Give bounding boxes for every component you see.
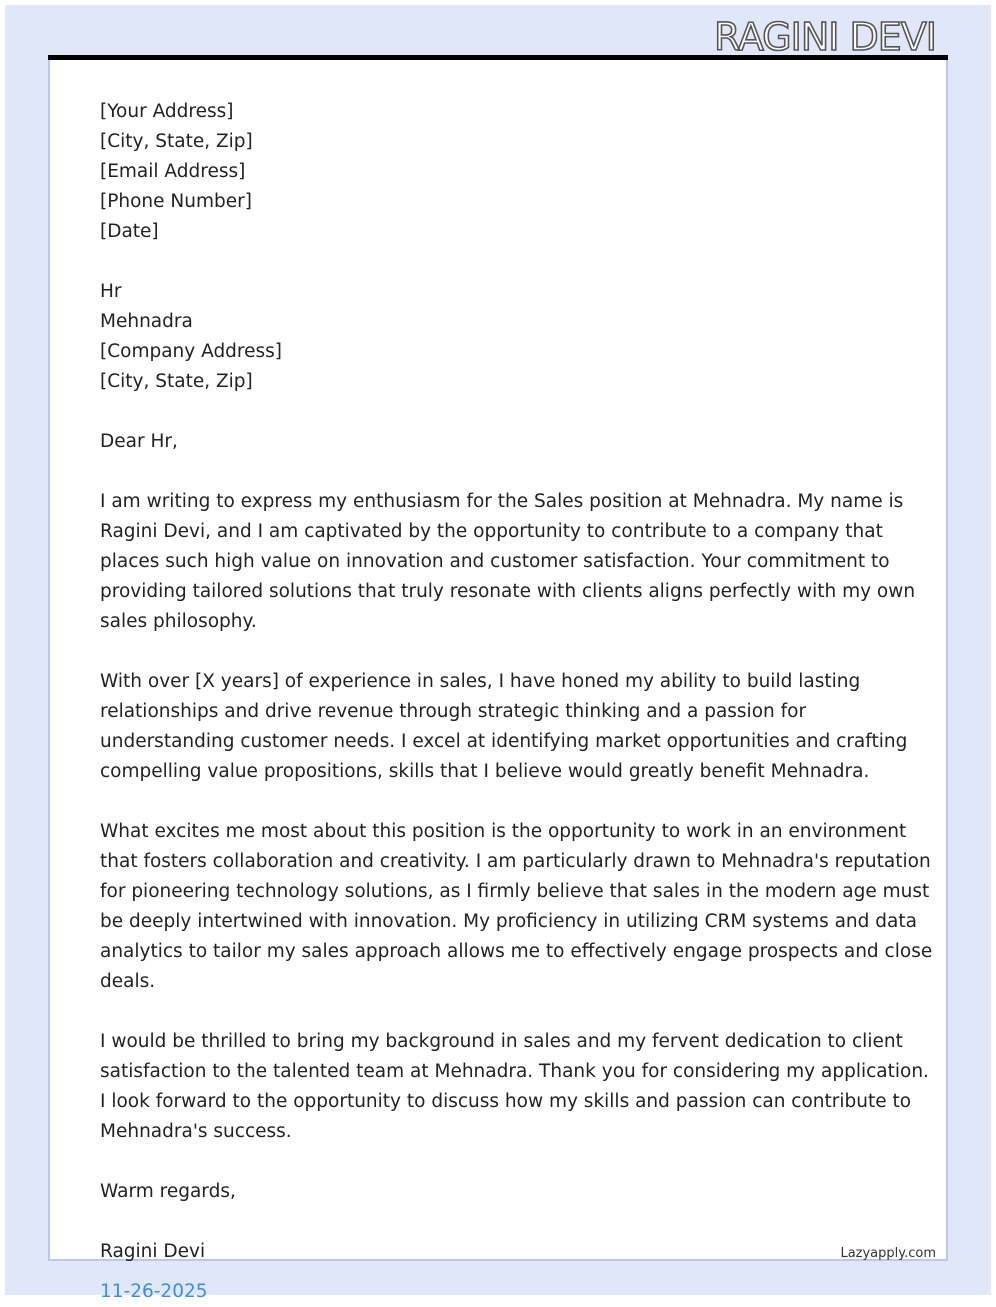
recipient-city-state-zip: [City, State, Zip] bbox=[100, 371, 253, 392]
paragraph-line: analytics to tailor my sales approach allows me to effectively engage prospects and close bbox=[100, 941, 933, 962]
watermark-text: Lazyapply.com bbox=[840, 1246, 936, 1261]
recipient-name: Hr bbox=[100, 281, 122, 302]
paragraph-line: for pioneering technology solutions, as I firmly believe that sales in the modern age must bbox=[100, 881, 930, 902]
recipient-company: Mehnadra bbox=[100, 311, 193, 332]
paragraph-line: Ragini Devi, and I am captivated by the opportunity to contribute to a company that bbox=[100, 521, 883, 542]
paragraph-line: I would be thrilled to bring my background in sales and my fervent dedication to client bbox=[100, 1031, 903, 1052]
paragraph-2 bbox=[100, 667, 908, 787]
paragraph-1 bbox=[100, 487, 916, 637]
sender-email: [Email Address] bbox=[100, 161, 246, 182]
sender-phone: [Phone Number] bbox=[100, 191, 252, 212]
paragraph-line: compelling value propositions, skills that I believe would greatly benefit Mehnadra. bbox=[100, 761, 870, 782]
sender-block bbox=[100, 97, 900, 247]
paragraph-line: satisfaction to the talented team at Mehnadra. Thank you for considering my application. bbox=[100, 1061, 929, 1082]
paragraph-4 bbox=[100, 1027, 929, 1147]
paragraph-line: providing tailored solutions that truly resonate with clients aligns perfectly with my own bbox=[100, 581, 916, 602]
sender-date: [Date] bbox=[100, 221, 159, 242]
signature-name: Ragini Devi bbox=[100, 1241, 206, 1262]
paragraph-line: What excites me most about this position is the opportunity to work in an environment bbox=[100, 821, 907, 842]
applicant-name-header: RAGINI DEVI bbox=[713, 15, 936, 59]
paragraph-line: that fosters collaboration and creativity. I am particularly drawn to Mehnadra's reputation bbox=[100, 851, 931, 872]
paragraph-line: places such high value on innovation and customer satisfaction. Your commitment to bbox=[100, 551, 890, 572]
paragraph-3 bbox=[100, 817, 933, 997]
paragraph-line: be deeply intertwined with innovation. My proficiency in utilizing CRM systems and data bbox=[100, 911, 917, 932]
paragraph-line: sales philosophy. bbox=[100, 611, 257, 632]
closing: Warm regards, bbox=[100, 1181, 236, 1202]
paragraph-line: I look forward to the opportunity to discuss how my skills and passion can contribute to bbox=[100, 1091, 912, 1112]
paragraph-line: I am writing to express my enthusiasm for the Sales position at Mehnadra. My name is bbox=[100, 491, 904, 512]
letter-body bbox=[100, 97, 933, 1307]
paragraph-line: relationships and drive revenue through strategic thinking and a passion for bbox=[100, 701, 807, 722]
sender-address: [Your Address] bbox=[100, 101, 234, 122]
paragraph-line: understanding customer needs. I excel at identifying market opportunities and crafting bbox=[100, 731, 908, 752]
paragraph-line: deals. bbox=[100, 971, 156, 992]
salutation: Dear Hr, bbox=[100, 431, 178, 452]
signed-date: 11-26-2025 bbox=[100, 1281, 208, 1302]
recipient-company-address: [Company Address] bbox=[100, 341, 283, 362]
recipient-block bbox=[100, 277, 900, 397]
paragraph-line: With over [X years] of experience in sales, I have honed my ability to build lasting bbox=[100, 671, 861, 692]
sender-city-state-zip: [City, State, Zip] bbox=[100, 131, 253, 152]
paragraph-line: Mehnadra's success. bbox=[100, 1121, 292, 1142]
